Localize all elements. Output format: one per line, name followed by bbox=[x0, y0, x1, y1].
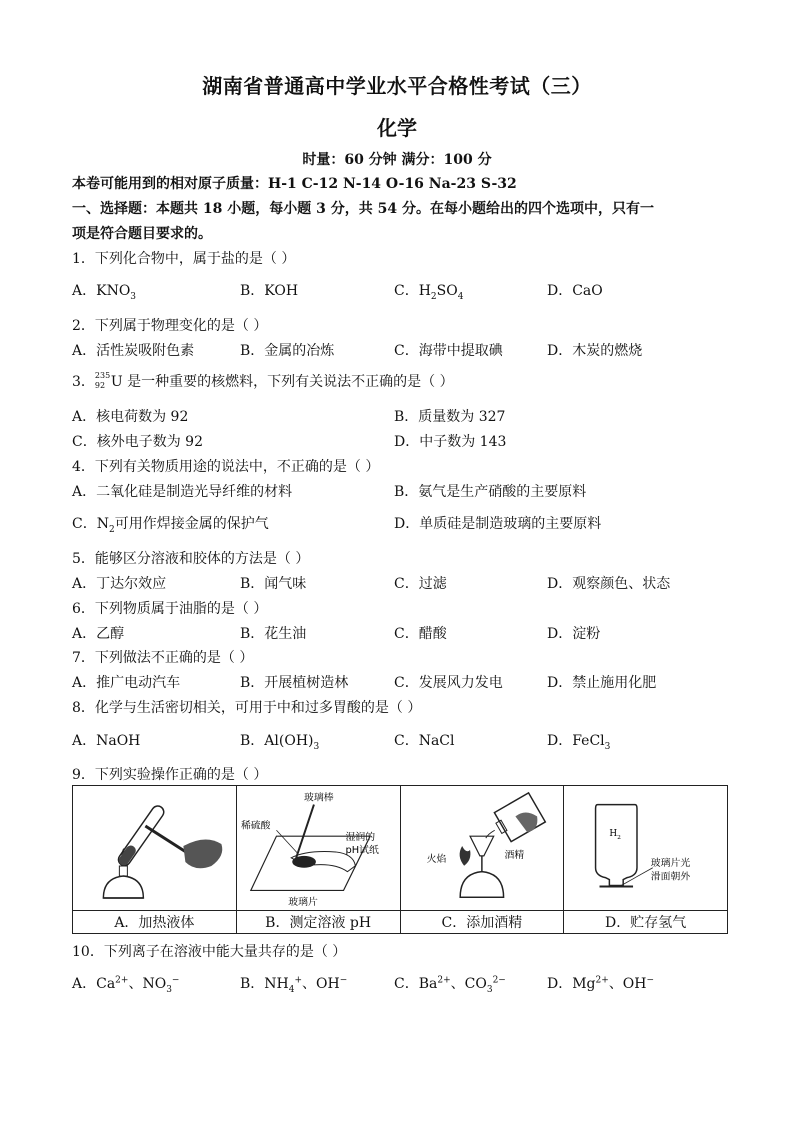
q5-option-d: D．观察颜色、状态 bbox=[547, 576, 671, 592]
q8-option-d: D．FeCl$_3$ bbox=[547, 733, 611, 752]
q3-option-b: B．质量数为 327 bbox=[394, 409, 506, 425]
q8-option-c: C．NaCl bbox=[394, 733, 455, 749]
q1-option-c: C．$H_2SO_4$ bbox=[394, 283, 464, 302]
q7-stem: 7．下列做法不正确的是（ ） bbox=[72, 650, 254, 666]
q3-option-d: D．中子数为 143 bbox=[394, 434, 507, 450]
q8-option-b: B．$Al(OH)_3$ bbox=[240, 733, 320, 752]
q3-stem: 3． 235 92 U 是一种重要的核燃料，下列有关说法不正确的是（ ） bbox=[72, 371, 454, 390]
figure-c-adding-alcohol bbox=[400, 786, 564, 911]
q9-option-d: D．贮存氢气 bbox=[564, 911, 728, 934]
q6-option-b: B．花生油 bbox=[240, 626, 307, 642]
q9-option-b: B．测定溶液 pH bbox=[236, 911, 400, 934]
heating-liquid-illustration bbox=[73, 786, 236, 910]
label-glass-rod: 玻璃棒 bbox=[303, 792, 334, 804]
q9-option-a: A．加热液体 bbox=[73, 911, 237, 934]
atomic-masses: 本卷可能用到的相对原子质量：H-1 C-12 N-14 O-16 Na-23 S-32 bbox=[72, 176, 517, 192]
q4-option-b: B．氨气是生产硝酸的主要原料 bbox=[394, 484, 587, 500]
q5-stem: 5．能够区分溶液和胶体的方法是（ ） bbox=[72, 551, 310, 567]
q10-stem: 10．下列离子在溶液中能大量共存的是（ ） bbox=[72, 944, 347, 960]
q2-stem: 2．下列属于物理变化的是（ ） bbox=[72, 318, 268, 334]
q4-option-a: A．二氧化硅是制造光导纤维的材料 bbox=[72, 484, 293, 500]
q10-option-d: D．$Mg^{2+}$、OH− bbox=[547, 975, 655, 992]
q7-option-d: D．禁止施用化肥 bbox=[547, 675, 657, 691]
q2-option-a: A．活性炭吸附色素 bbox=[72, 343, 195, 359]
q1-option-a: A．$KNO_3$ bbox=[72, 283, 137, 302]
q1-option-b: B．KOH bbox=[240, 283, 299, 299]
label-dilute-sulfuric-acid: 稀硫酸 bbox=[240, 820, 271, 832]
figure-d-storing-hydrogen bbox=[564, 786, 728, 911]
label-glass-cover-1: 玻璃片光 bbox=[651, 857, 691, 869]
storing-hydrogen-illustration bbox=[564, 786, 727, 910]
isotope-notation: 235 92 bbox=[94, 371, 111, 390]
q4-option-c: C．$N_2$可用作焊接金属的保护气 bbox=[72, 516, 269, 535]
ph-test-illustration bbox=[237, 786, 400, 910]
q6-option-d: D．淀粉 bbox=[547, 626, 601, 642]
label-h2: $H_2$ bbox=[609, 829, 622, 842]
label-alcohol: 酒精 bbox=[504, 849, 524, 861]
q2-option-b: B．金属的冶炼 bbox=[240, 343, 335, 359]
q10-option-c: C．$Ba^{2+}$、$CO_3^{2-}$ bbox=[394, 975, 506, 995]
q7-option-a: A．推广电动汽车 bbox=[72, 675, 181, 691]
q8-stem: 8．化学与生活密切相关，可用于中和过多胃酸的是（ ） bbox=[72, 700, 422, 716]
q10-option-a: A．$Ca^{2+}$、$NO_3^-$ bbox=[72, 975, 180, 995]
q6-stem: 6．下列物质属于油脂的是（ ） bbox=[72, 601, 268, 617]
label-glass-slide: 玻璃片 bbox=[288, 897, 318, 909]
q1-stem: 1．下列化合物中，属于盐的是（ ） bbox=[72, 251, 296, 267]
q10-option-b: B．$NH_4^+$、OH− bbox=[240, 975, 348, 995]
q3-option-c: C．核外电子数为 92 bbox=[72, 434, 203, 450]
q4-option-d: D．单质硅是制造玻璃的主要原料 bbox=[394, 516, 602, 532]
label-flame: 火焰 bbox=[426, 853, 446, 865]
q9-stem: 9．下列实验操作正确的是（ ） bbox=[72, 767, 268, 783]
q7-option-c: C．发展风力发电 bbox=[394, 675, 503, 691]
subject-title: 化学 bbox=[377, 116, 417, 140]
q6-option-a: A．乙醇 bbox=[72, 626, 125, 642]
q5-option-c: C．过滤 bbox=[394, 576, 447, 592]
q5-option-b: B．闻气味 bbox=[240, 576, 307, 592]
q4-stem: 4．下列有关物质用途的说法中，不正确的是（ ） bbox=[72, 459, 380, 475]
q3-option-a: A．核电荷数为 92 bbox=[72, 409, 189, 425]
label-glass-cover-2: 滑面朝外 bbox=[651, 871, 691, 883]
q2-option-d: D．木炭的燃烧 bbox=[547, 343, 643, 359]
figure-a-heating-liquid bbox=[73, 786, 237, 911]
q9-option-c: C．添加酒精 bbox=[400, 911, 564, 934]
q7-option-b: B．开展植树造林 bbox=[240, 675, 349, 691]
q2-option-c: C．海带中提取碘 bbox=[394, 343, 503, 359]
exam-title: 湖南省普通高中学业水平合格性考试（三） bbox=[202, 74, 592, 98]
q9-figure-table bbox=[72, 785, 728, 934]
label-ph-paper: pH试纸 bbox=[345, 844, 379, 856]
label-wet: 湿润的 bbox=[345, 832, 375, 844]
q8-option-a: A．NaOH bbox=[72, 733, 141, 749]
time-score: 时量：60 分钟 满分：100 分 bbox=[302, 152, 492, 168]
section1-line1: 一、选择题：本题共 18 小题，每小题 3 分，共 54 分。在每小题给出的四个选项中，只有一 bbox=[72, 201, 654, 217]
adding-alcohol-illustration bbox=[401, 786, 564, 910]
section1-line2: 项是符合题目要求的。 bbox=[72, 226, 212, 242]
q5-option-a: A．丁达尔效应 bbox=[72, 576, 167, 592]
q6-option-c: C．醋酸 bbox=[394, 626, 447, 642]
q1-option-d: D．CaO bbox=[547, 283, 603, 299]
figure-b-ph-test bbox=[236, 786, 400, 911]
